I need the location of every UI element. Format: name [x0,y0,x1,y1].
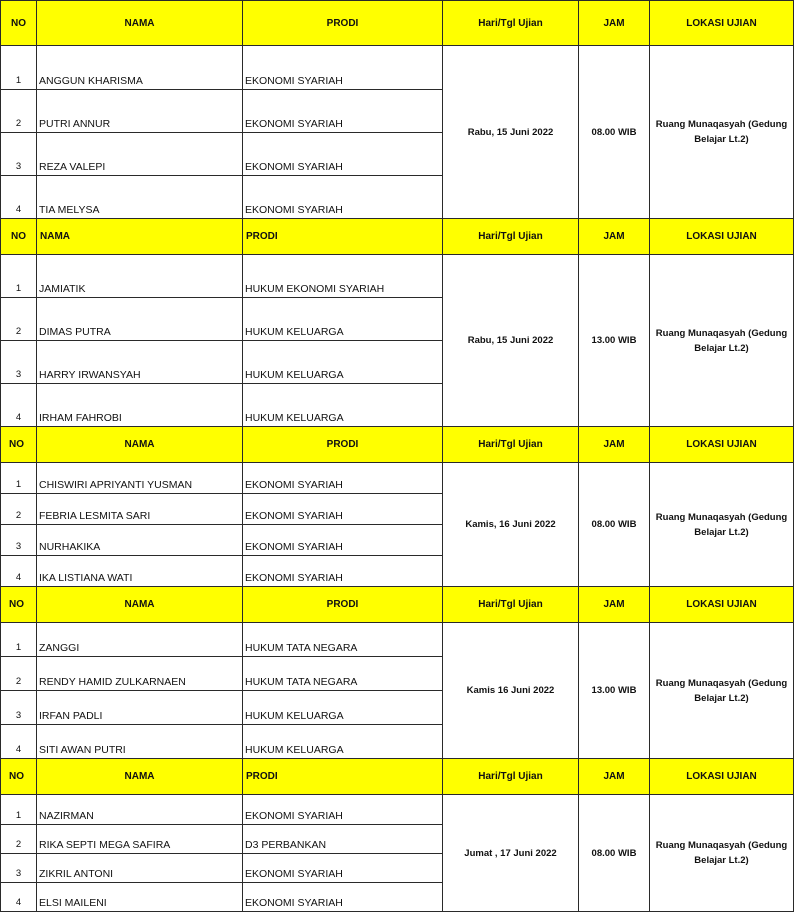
header-nama: NAMA [37,759,243,795]
header-tanggal: Hari/Tgl Ujian [443,587,579,623]
header-nama: NAMA [37,427,243,463]
row-prodi: HUKUM TATA NEGARA [243,657,443,691]
table-row [1,623,794,657]
row-nama: REZA VALEPI [37,133,243,176]
row-no: 4 [1,384,37,427]
header-prodi: PRODI [243,587,443,623]
row-prodi: HUKUM KELUARGA [243,725,443,759]
row-nama: NAZIRMAN [37,795,243,825]
row-nama: RENDY HAMID ZULKARNAEN [37,657,243,691]
header-jam: JAM [579,219,650,255]
header-row [1,427,794,463]
row-prodi: EKONOMI SYARIAH [243,90,443,133]
header-jam: JAM [579,427,650,463]
group-tanggal: Rabu, 15 Juni 2022 [443,255,579,427]
group-jam: 08.00 WIB [579,46,650,219]
header-no: NO [1,759,37,795]
header-prodi: PRODI [243,219,443,255]
row-nama: CHISWIRI APRIYANTI YUSMAN [37,463,243,494]
row-nama: IKA LISTIANA WATI [37,556,243,587]
row-no: 4 [1,883,37,912]
row-no: 2 [1,825,37,854]
row-no: 3 [1,341,37,384]
table-row [1,463,794,494]
row-nama: IRFAN PADLI [37,691,243,725]
row-prodi: HUKUM KELUARGA [243,341,443,384]
row-nama: NURHAKIKA [37,525,243,556]
header-no: NO [1,219,37,255]
row-prodi: EKONOMI SYARIAH [243,556,443,587]
row-prodi: HUKUM TATA NEGARA [243,623,443,657]
row-nama: ELSI MAILENI [37,883,243,912]
row-nama: RIKA SEPTI MEGA SAFIRA [37,825,243,854]
row-no: 2 [1,494,37,525]
header-prodi: PRODI [243,1,443,46]
row-nama: ZIKRIL ANTONI [37,854,243,883]
group-lokasi: Ruang Munaqasyah (Gedung Belajar Lt.2) [650,795,794,912]
row-nama: FEBRIA LESMITA SARI [37,494,243,525]
row-prodi: EKONOMI SYARIAH [243,463,443,494]
row-prodi: EKONOMI SYARIAH [243,46,443,90]
group-tanggal: Rabu, 15 Juni 2022 [443,46,579,219]
header-tanggal: Hari/Tgl Ujian [443,219,579,255]
header-no: NO [1,587,37,623]
row-no: 2 [1,90,37,133]
row-prodi: EKONOMI SYARIAH [243,494,443,525]
row-no: 1 [1,795,37,825]
header-lokasi: LOKASI UJIAN [650,759,794,795]
row-no: 1 [1,46,37,90]
row-no: 2 [1,298,37,341]
header-nama: NAMA [37,1,243,46]
header-lokasi: LOKASI UJIAN [650,1,794,46]
group-tanggal: Kamis, 16 Juni 2022 [443,463,579,587]
table-row [1,46,794,90]
group-lokasi: Ruang Munaqasyah (Gedung Belajar Lt.2) [650,255,794,427]
header-prodi: PRODI [243,759,443,795]
row-no: 3 [1,691,37,725]
row-prodi: EKONOMI SYARIAH [243,133,443,176]
row-nama: ANGGUN KHARISMA [37,46,243,90]
group-jam: 13.00 WIB [579,255,650,427]
row-prodi: EKONOMI SYARIAH [243,854,443,883]
group-jam: 08.00 WIB [579,795,650,912]
row-no: 3 [1,525,37,556]
group-jam: 13.00 WIB [579,623,650,759]
header-row [1,759,794,795]
row-no: 4 [1,725,37,759]
header-jam: JAM [579,759,650,795]
row-no: 1 [1,623,37,657]
group-tanggal: Kamis 16 Juni 2022 [443,623,579,759]
table-row [1,255,794,298]
row-prodi: EKONOMI SYARIAH [243,525,443,556]
row-prodi: HUKUM KELUARGA [243,298,443,341]
row-no: 4 [1,556,37,587]
header-tanggal: Hari/Tgl Ujian [443,759,579,795]
header-lokasi: LOKASI UJIAN [650,219,794,255]
header-prodi: PRODI [243,427,443,463]
group-tanggal: Jumat , 17 Juni 2022 [443,795,579,912]
row-nama: HARRY IRWANSYAH [37,341,243,384]
row-nama: IRHAM FAHROBI [37,384,243,427]
row-nama: TIA MELYSA [37,176,243,219]
group-lokasi: Ruang Munaqasyah (Gedung Belajar Lt.2) [650,623,794,759]
row-nama: ZANGGI [37,623,243,657]
row-prodi: EKONOMI SYARIAH [243,883,443,912]
header-no: NO [1,427,37,463]
row-no: 3 [1,854,37,883]
header-tanggal: Hari/Tgl Ujian [443,427,579,463]
header-row [1,587,794,623]
group-lokasi: Ruang Munaqasyah (Gedung Belajar Lt.2) [650,463,794,587]
row-nama: JAMIATIK [37,255,243,298]
row-no: 4 [1,176,37,219]
row-prodi: HUKUM KELUARGA [243,691,443,725]
header-row [1,1,794,46]
row-prodi: HUKUM EKONOMI SYARIAH [243,255,443,298]
row-prodi: D3 PERBANKAN [243,825,443,854]
header-jam: JAM [579,587,650,623]
group-jam: 08.00 WIB [579,463,650,587]
header-jam: JAM [579,1,650,46]
header-row [1,219,794,255]
header-nama: NAMA [37,219,243,255]
header-no: NO [1,1,37,46]
header-lokasi: LOKASI UJIAN [650,587,794,623]
row-nama: PUTRI ANNUR [37,90,243,133]
row-prodi: EKONOMI SYARIAH [243,795,443,825]
row-no: 2 [1,657,37,691]
table-row [1,795,794,825]
row-no: 3 [1,133,37,176]
row-prodi: EKONOMI SYARIAH [243,176,443,219]
row-nama: SITI AWAN PUTRI [37,725,243,759]
row-no: 1 [1,463,37,494]
header-tanggal: Hari/Tgl Ujian [443,1,579,46]
row-nama: DIMAS PUTRA [37,298,243,341]
header-lokasi: LOKASI UJIAN [650,427,794,463]
row-prodi: HUKUM KELUARGA [243,384,443,427]
header-nama: NAMA [37,587,243,623]
group-lokasi: Ruang Munaqasyah (Gedung Belajar Lt.2) [650,46,794,219]
row-no: 1 [1,255,37,298]
